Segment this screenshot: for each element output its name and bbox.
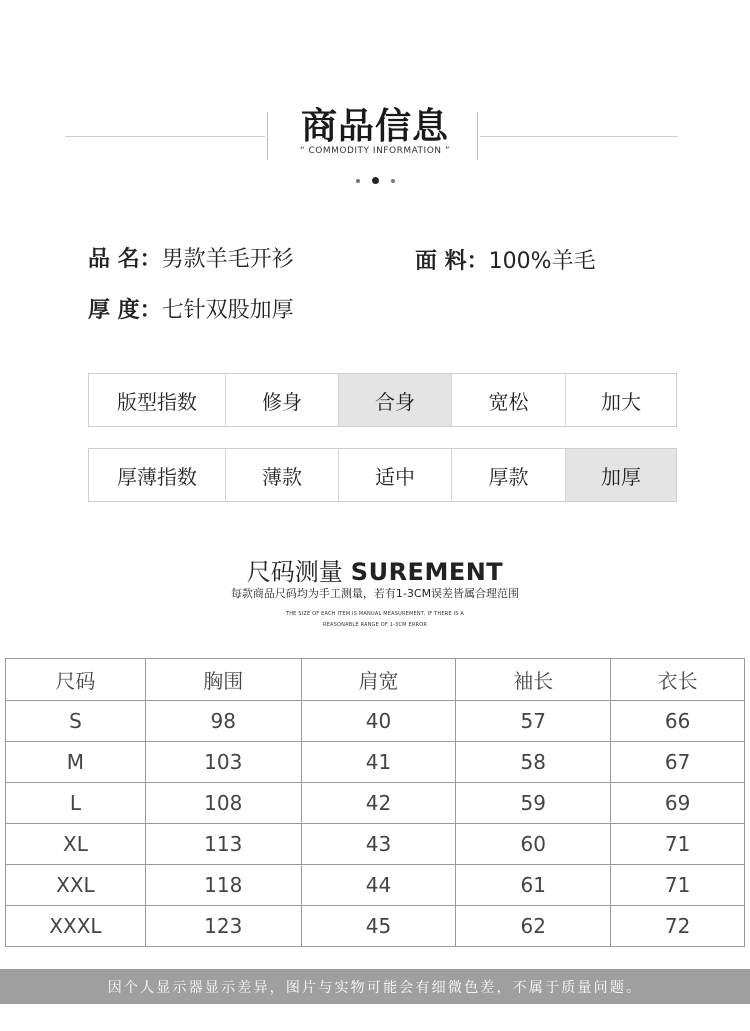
info-material-label: 面 料：: [415, 249, 489, 274]
shoulder-cell: 40: [301, 701, 456, 742]
disclaimer-text: 因个人显示器显示差异，图片与实物可能会有细微色差，不属于质量问题。: [107, 979, 643, 996]
chest-cell: 123: [145, 906, 301, 947]
fit-option-selected: 合身: [338, 374, 451, 426]
dot-icon: [356, 179, 360, 183]
length-cell: 67: [611, 742, 745, 783]
sleeve-cell: 59: [456, 783, 611, 824]
length-cell: 72: [611, 906, 745, 947]
info-thickness-value: 七针双股加厚: [161, 298, 294, 323]
thickness-option: 薄款: [225, 449, 338, 501]
disclaimer-footer: [0, 969, 750, 1004]
size-cell: S: [6, 701, 146, 742]
size-cell: XXL: [6, 865, 146, 906]
table-row: [6, 865, 745, 906]
size-section-title: [0, 552, 750, 587]
chest-cell: 103: [145, 742, 301, 783]
fit-option: 修身: [225, 374, 338, 426]
size-cell: M: [6, 742, 146, 783]
table-row: [6, 906, 745, 947]
info-thickness-label: 厚 度：: [88, 298, 162, 323]
chest-cell: 118: [145, 865, 301, 906]
size-cell: XXXL: [6, 906, 146, 947]
table-row: [6, 824, 745, 865]
info-material: [415, 244, 596, 275]
size-title-en: SUREMENT: [350, 558, 504, 586]
shoulder-cell: 45: [301, 906, 456, 947]
chest-cell: 98: [145, 701, 301, 742]
thickness-option: 厚款: [451, 449, 565, 501]
page-title: 商品信息: [300, 106, 449, 147]
header-cell: 衣长: [611, 659, 745, 701]
size-cell: XL: [6, 824, 146, 865]
length-cell: 71: [611, 865, 745, 906]
info-thickness: [88, 293, 294, 324]
page-subtitle: “ COMMODITY INFORMATION ”: [299, 146, 451, 156]
shoulder-cell: 41: [301, 742, 456, 783]
dot-icon: [391, 179, 395, 183]
thickness-option: 适中: [338, 449, 451, 501]
sleeve-cell: 62: [456, 906, 611, 947]
thickness-option-selected: 加厚: [565, 449, 676, 501]
shoulder-cell: 44: [301, 865, 456, 906]
header-cell: 袖长: [456, 659, 611, 701]
dot-icon: [372, 177, 379, 184]
decorative-dots: [0, 170, 750, 189]
table-row: [6, 742, 745, 783]
sleeve-cell: 58: [456, 742, 611, 783]
fit-index-table: [88, 373, 677, 427]
info-material-value: 100%羊毛: [488, 249, 596, 274]
size-note: 每款商品尺码均为手工测量，若有1-3CM误差皆属合理范围: [230, 587, 520, 600]
info-name-label: 品 名：: [88, 247, 162, 272]
sleeve-cell: 57: [456, 701, 611, 742]
size-note-en-2: REASONABLE RANGE OF 1-3CM ERROR: [322, 622, 428, 628]
info-name-value: 男款羊毛开衫: [161, 247, 294, 272]
size-table-header: [6, 659, 745, 701]
header-cell: 胸围: [145, 659, 301, 701]
fit-option: 宽松: [451, 374, 565, 426]
chest-cell: 108: [145, 783, 301, 824]
size-note-en-1: THE SIZE OF EACH ITEM IS MANUAL MEASUREMENT, IF THERE IS A: [285, 611, 465, 617]
length-cell: 69: [611, 783, 745, 824]
shoulder-cell: 43: [301, 824, 456, 865]
size-cell: L: [6, 783, 146, 824]
size-title-cn: 尺码测量: [246, 558, 343, 586]
table-row: [6, 783, 745, 824]
length-cell: 66: [611, 701, 745, 742]
chest-cell: 113: [145, 824, 301, 865]
thickness-index-table: [88, 448, 677, 502]
info-name: [88, 242, 294, 273]
length-cell: 71: [611, 824, 745, 865]
shoulder-cell: 42: [301, 783, 456, 824]
sleeve-cell: 61: [456, 865, 611, 906]
header-cell: 尺码: [6, 659, 146, 701]
fit-option: 加大: [565, 374, 676, 426]
sleeve-cell: 60: [456, 824, 611, 865]
table-row: [6, 701, 745, 742]
fit-index-label: 版型指数: [117, 389, 197, 414]
header-cell: 肩宽: [301, 659, 456, 701]
thickness-index-label: 厚薄指数: [117, 464, 197, 489]
size-table: [5, 658, 745, 947]
